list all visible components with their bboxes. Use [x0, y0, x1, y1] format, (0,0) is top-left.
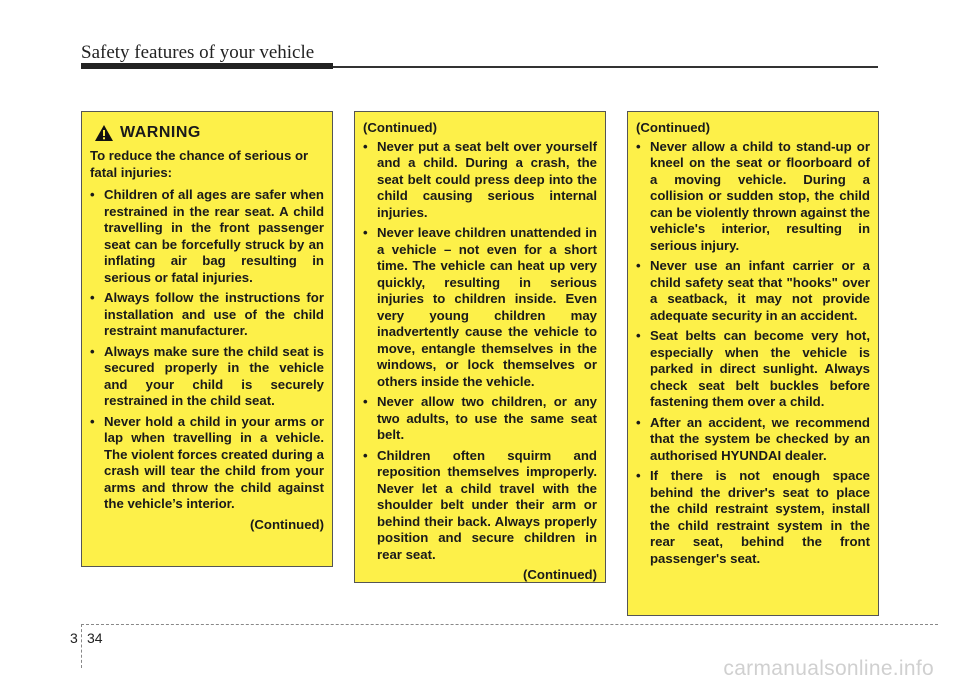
- continued-label: (Continued): [363, 120, 437, 135]
- warning-box-2: [354, 111, 606, 583]
- continued-label: (Continued): [250, 516, 324, 532]
- list-item: • If there is not enough space behind the driver's seat to place the child restraint system, install the child restraint system in the rear seat, behind the front passenger's seat.: [636, 468, 870, 566]
- bullet-icon: •: [363, 225, 368, 240]
- warning-title: WARNING: [120, 124, 201, 141]
- bullet-icon: •: [90, 413, 95, 429]
- page-header-title: Safety features of your vehicle: [81, 42, 315, 63]
- list-item: • Never allow a child to stand-up or kneel on the seat or floorboard of a moving vehicle. During a collision or sudden stop, the child can be violently thrown against the vehicle's interior, resulting in serious injury.: [636, 138, 870, 253]
- bullet-icon: •: [636, 468, 641, 483]
- list-item: • Children of all ages are safer when restrained in the rear seat. A child travelling in the front passenger seat can be forcefully struck by an inflating air bag resulting in serious or fatal injuries.: [90, 187, 324, 285]
- list-item: • Always make sure the child seat is secured properly in the vehicle and your child is securely restrained in the child seat.: [90, 343, 324, 408]
- bullet-icon: •: [636, 414, 641, 430]
- list-item: • Never put a seat belt over yourself and a child. During a crash, the seat belt could press deep into the child causing serious internal injuries.: [363, 138, 597, 220]
- list-item: • Always follow the instructions for installation and use of the child restraint manufacturer.: [90, 290, 324, 338]
- list-item: • Children often squirm and reposition themselves improperly. Never let a child travel with the shoulder belt under their arm or behind their back. Always properly position and secure children in rear seat.: [363, 447, 597, 562]
- warning-intro: To reduce the chance of serious or fatal injuries:: [90, 148, 309, 180]
- continued-label: (Continued): [636, 120, 710, 135]
- chapter-number: 3: [70, 630, 78, 646]
- bullet-icon: •: [90, 343, 95, 359]
- bullet-icon: •: [636, 258, 641, 273]
- list-item: • Seat belts can become very hot, especially when the vehicle is parked in direct sunlight. Always check seat belt buckles before fastening them over a child.: [636, 328, 870, 409]
- bullet-icon: •: [90, 290, 95, 305]
- list-item: • After an accident, we recommend that the system be checked by an authorised HYUNDAI dealer.: [636, 414, 870, 463]
- bullet-icon: •: [363, 138, 368, 154]
- watermark: carmanualsonline.info: [723, 657, 934, 680]
- list-item: • Never use an infant carrier or a child safety seat that "hooks" over a seatback, it may not provide adequate security in an accident.: [636, 258, 870, 323]
- bullet-icon: •: [363, 394, 368, 409]
- warning-list-1: [90, 187, 324, 513]
- page-number: 34: [87, 630, 103, 646]
- footer-page-divider: [81, 624, 82, 668]
- bullet-icon: •: [636, 138, 641, 154]
- warning-triangle-icon: [94, 124, 114, 142]
- list-item: • Never hold a child in your arms or lap when travelling in a vehicle. The violent forces created during a crash will tear the child from your arms and throw the child against the vehicle’s interior.: [90, 413, 324, 511]
- continued-label: (Continued): [523, 567, 597, 582]
- bullet-icon: •: [636, 328, 641, 343]
- warning-list-3: [636, 139, 870, 568]
- bullet-icon: •: [90, 187, 95, 202]
- list-item: • Never allow two children, or any two adults, to use the same seat belt.: [363, 394, 597, 442]
- warning-box-3: [627, 111, 879, 616]
- warning-heading: [94, 123, 324, 143]
- bullet-icon: •: [363, 447, 368, 463]
- footer-divider: [81, 624, 938, 625]
- warning-box-1: [81, 111, 333, 567]
- warning-list-2: [363, 139, 597, 564]
- header-rule-accent: [81, 63, 333, 69]
- list-item: • Never leave children unattended in a vehicle – not even for a short time. The vehicle can heat up very quickly, resulting in serious injuries to children inside. Even very young children may inadvertently cause the vehicle to move, entangle themselves in the windows, or lock themselves or others inside the vehicle.: [363, 225, 597, 389]
